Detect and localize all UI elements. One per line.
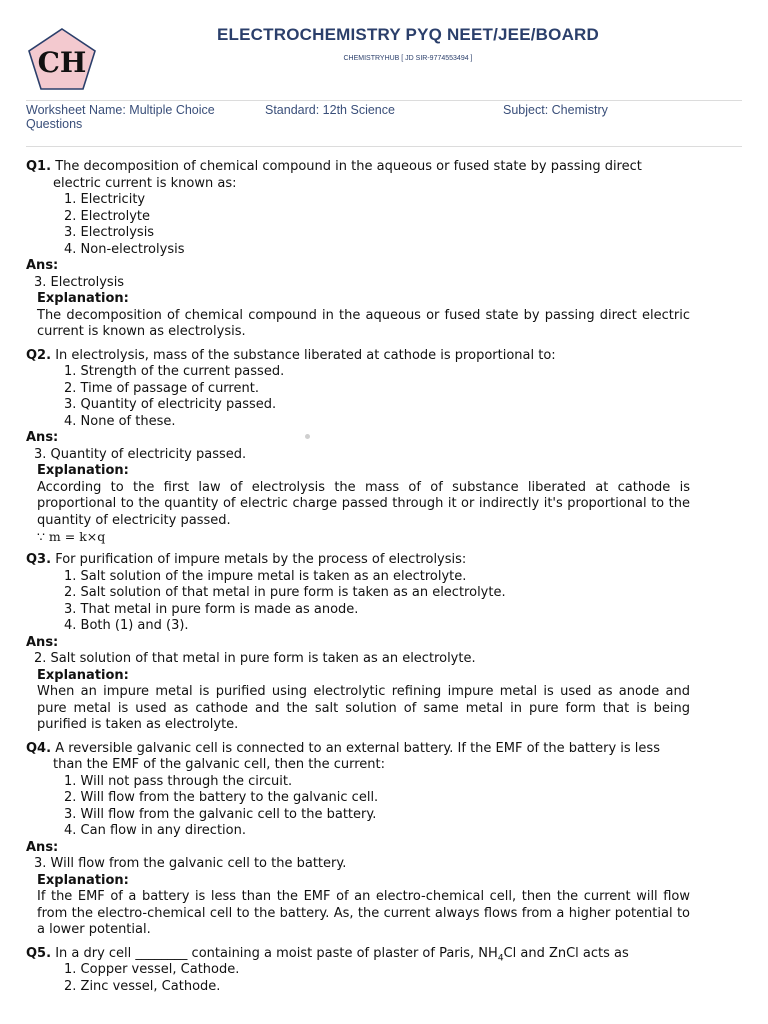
option: 2. Time of passage of current. <box>64 380 259 396</box>
option: 1. Strength of the current passed. <box>64 364 285 379</box>
option: 1. Electricity <box>64 192 146 207</box>
answer-value: 2. Salt solution of that metal in pure form is taken as an electrolyte. <box>34 651 476 666</box>
header-divider-top <box>26 100 742 101</box>
question-number: Q3. <box>26 552 52 567</box>
question-text <box>26 741 690 774</box>
question-list <box>26 159 690 995</box>
question-4 <box>26 741 690 939</box>
option: 3. That metal in pure form is made as anode. <box>64 601 359 617</box>
question-body: The decomposition of chemical compound in the aqueous or fused state by passing direct electric current is known as: <box>53 159 642 191</box>
question-body: In a dry cell ________ containing a moist paste of plaster of Paris, NH <box>55 945 498 961</box>
option: 2. Will flow from the battery to the galvanic cell. <box>64 790 379 805</box>
explanation-label: Explanation: <box>37 291 129 306</box>
explanation-label: Explanation: <box>37 463 129 478</box>
question-text <box>26 946 690 963</box>
answer-value: 3. Quantity of electricity passed. <box>34 446 247 462</box>
question-text <box>26 159 690 192</box>
worksheet-subject: Subject: Chemistry <box>503 103 608 117</box>
page-subtitle: CHEMISTRYHUB [ JD SIR-9774553494 ] <box>343 55 473 62</box>
option: 2. Zinc vessel, Cathode. <box>64 978 221 994</box>
question-number: Q2. <box>26 347 52 363</box>
answer-label: Ans: <box>26 430 59 445</box>
question-number: Q1. <box>26 159 52 174</box>
explanation-label: Explanation: <box>37 872 129 888</box>
question-text <box>26 348 690 365</box>
question-2 <box>26 348 690 546</box>
question-1 <box>26 159 690 341</box>
options-list <box>26 962 690 995</box>
worksheet-standard: Standard: 12th Science <box>265 103 395 117</box>
option: 4. Can flow in any direction. <box>64 823 246 838</box>
header-divider-bottom <box>26 146 742 147</box>
options-list <box>26 569 690 635</box>
answer-value: 3. Will flow from the galvanic cell to the battery. <box>34 856 347 871</box>
answer-value: 3. Electrolysis <box>34 274 125 290</box>
page-title: ELECTROCHEMISTRY PYQ NEET/JEE/BOARD <box>217 25 599 44</box>
option: 2. Electrolyte <box>64 208 151 224</box>
question-3 <box>26 552 690 734</box>
option: 4. Non-electrolysis <box>64 241 185 257</box>
option: 1. Salt solution of the impure metal is taken as an electrolyte. <box>64 568 467 584</box>
subscript: 4 <box>497 953 504 964</box>
answer-label: Ans: <box>26 634 59 650</box>
explanation-label: Explanation: <box>37 667 129 683</box>
explanation-text: If the EMF of a battery is less than the EMF of an electro-chemical cell, then the current will flow from the electro-chemical cell to the battery. As, the current always flows from a higher potential to a lower potential. <box>37 889 690 937</box>
explanation-text: According to the first law of electrolysis the mass of of substance liberated at cathode is proportional to the quantity of electric charge passed through it or indirectly it's proportional to the quantity of electricity passed. <box>37 479 690 528</box>
question-body: For purification of impure metals by the process of electrolysis: <box>55 552 467 567</box>
question-number: Q5. <box>26 945 52 961</box>
logo-text: CH <box>37 46 87 79</box>
option: 2. Salt solution of that metal in pure form is taken as an electrolyte. <box>64 585 506 600</box>
formula: ∵ m = k×q <box>37 529 106 544</box>
explanation-text: The decomposition of chemical compound in the aqueous or fused state by passing direct electric current is known as electrolysis. <box>37 307 690 339</box>
answer-label: Ans: <box>26 258 59 273</box>
question-body: In electrolysis, mass of the substance liberated at cathode is proportional to: <box>55 347 556 363</box>
answer-label: Ans: <box>26 839 59 855</box>
question-body-cont: Cl and ZnCl acts as <box>503 945 629 961</box>
option: 1. Will not pass through the circuit. <box>64 773 293 789</box>
option: 1. Copper vessel, Cathode. <box>64 962 240 977</box>
options-list <box>26 192 690 258</box>
option: 3. Quantity of electricity passed. <box>64 397 277 412</box>
worksheet-name: Worksheet Name: Multiple Choice Questions <box>26 103 215 131</box>
option: 4. Both (1) and (3). <box>64 618 189 633</box>
options-list <box>26 364 690 430</box>
question-number: Q4. <box>26 740 52 756</box>
option: 3. Electrolysis <box>64 225 155 240</box>
question-5 <box>26 946 690 996</box>
question-text <box>26 552 690 569</box>
explanation-text: When an impure metal is purified using electrolytic refining impure metal is used as anode and pure metal is used as cathode and the salt solution of same metal in pure form that is being purified is taken as electrolyte. <box>37 684 690 732</box>
option: 3. Will flow from the galvanic cell to the battery. <box>64 806 377 822</box>
options-list <box>26 774 690 840</box>
question-body: A reversible galvanic cell is connected to an external battery. If the EMF of the battery is less than the EMF of the galvanic cell, then the current: <box>53 740 660 772</box>
option: 4. None of these. <box>64 413 176 429</box>
